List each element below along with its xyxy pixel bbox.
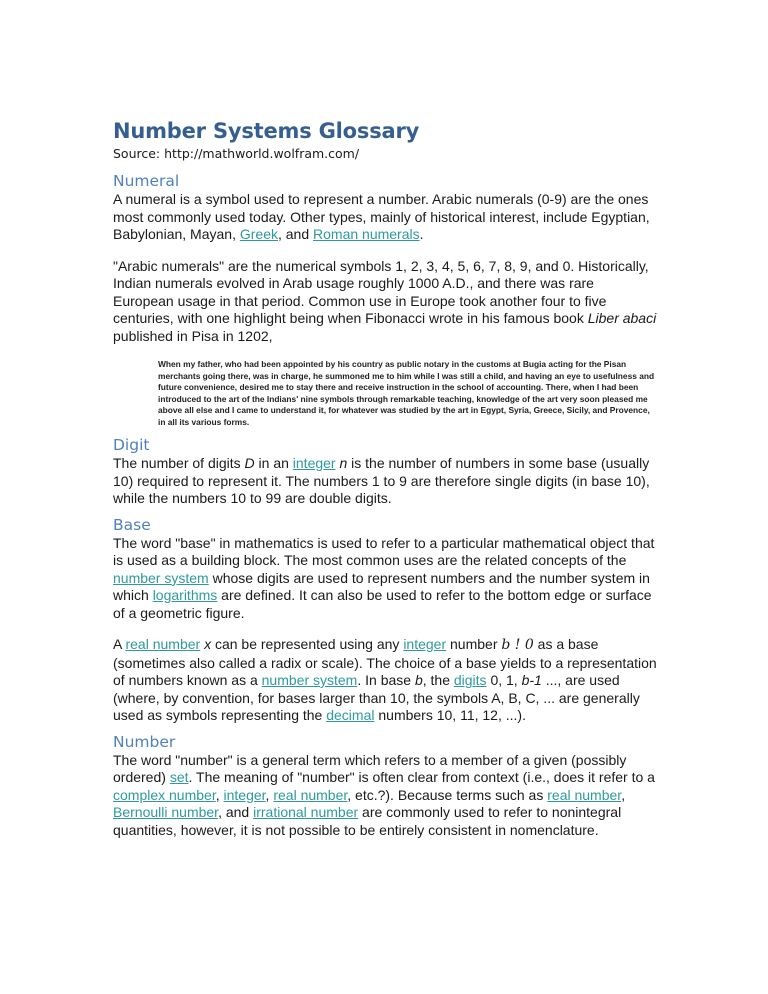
- book-title: Liber abaci: [587, 310, 657, 326]
- base-paragraph-2: [113, 636, 658, 725]
- section-digit: [113, 435, 658, 508]
- text: The word "number" is a general term which refers to a member of a given (possibly ordered): [113, 751, 627, 785]
- text: .: [419, 226, 424, 242]
- math-expression: b ! 0: [501, 637, 534, 653]
- heading-base: Base: [113, 515, 151, 534]
- text: ..., are used (where, by convention, for bases larger than 10, the symbols A, B, C, ... are generally used as symbols representing the: [113, 672, 640, 723]
- text: ,: [215, 786, 224, 803]
- text: , etc.?). Because terms such as: [347, 786, 548, 803]
- digit-paragraph: [113, 455, 658, 508]
- page-title: Number Systems Glossary: [113, 119, 420, 143]
- text: A numeral is a symbol used to represent a number. Arabic numerals (0-9) are the ones most commonly used today. Other types, mainly of historical interest, include Egyptian, Babylonian, Mayan,: [113, 191, 650, 242]
- link-number-system[interactable]: number system: [261, 672, 358, 688]
- text: , and: [218, 804, 254, 820]
- text: published in Pisa in 1202,: [113, 327, 273, 344]
- text: is the number of numbers in some base (usually 10) required to represent it. The numbers 1 to 9 are therefore single digits (in base 10), while the numbers 10 to 99 are double digits.: [113, 455, 650, 506]
- link-real-number[interactable]: real number: [125, 636, 201, 652]
- link-decimal[interactable]: decimal: [326, 707, 375, 723]
- text: . The meaning of "number" is often clear from context (i.e., does it refer to a: [188, 769, 655, 785]
- heading-number: Number: [113, 732, 176, 751]
- document-content: [113, 116, 658, 846]
- text: "Arabic numerals" are the numerical symbols 1, 2, 3, 4, 5, 6, 7, 8, 9, and 0. Historically, Indian numerals evolved in Arab usage roughly 1000 A.D., and there was rare European usage in that period. Common use in Europe took another four to five centuries, with one highlight being when Fibonacci wrote in his famous book: [113, 257, 649, 326]
- text: ,: [621, 786, 626, 803]
- text: , and: [277, 226, 314, 242]
- link-integer[interactable]: integer: [223, 786, 266, 803]
- link-irrational-number[interactable]: irrational number: [253, 804, 359, 820]
- fibonacci-quote: When my father, who had been appointed by his country as public notary in the customs at Bugia acting for the Pisan merchants going there, was in charge, he summoned me to him while I was still a child, and having an eye to usefulness and future convenience, desired me to stay there and receive instruction in the school of accounting. There, when I had been introduced to the art of the Indians' nine symbols through remarkable teaching, knowledge of the art very soon pleased me above all else and I came to understand it, for whatever was studied by the art in Egypt, Syria, Greece, Sicily, and Provence, in all its various forms.: [158, 359, 655, 427]
- variable-b: b: [414, 672, 423, 688]
- text: in an: [254, 455, 293, 471]
- text: whose digits are used to represent numbers and the number system in which: [113, 569, 650, 603]
- text: A: [113, 636, 126, 652]
- text: as a base (sometimes also called a radix or scale). The choice of a base yields to a representation of numbers known as a: [113, 636, 657, 688]
- link-bernoulli-number[interactable]: Bernoulli number: [113, 804, 219, 820]
- text: are commonly used to refer to nonintegral quantities, however, it is not possible to be entirely consistent in nomenclature.: [113, 804, 622, 838]
- base-paragraph-1: [113, 535, 658, 623]
- heading-digit: Digit: [113, 436, 150, 454]
- text: can be represented using any: [211, 636, 404, 652]
- text: numbers 10, 11, 12, ...).: [374, 707, 526, 723]
- link-roman-numerals[interactable]: Roman numerals: [313, 226, 420, 242]
- source-line: Source: http://mathworld.wolfram.com/: [113, 146, 360, 161]
- section-number: [113, 732, 658, 840]
- text: number: [446, 636, 502, 652]
- text: 0, 1,: [486, 672, 522, 688]
- number-paragraph: [113, 752, 658, 840]
- link-real-number[interactable]: real number: [547, 786, 622, 803]
- variable-b-minus-1: b-1: [521, 672, 542, 688]
- link-complex-number[interactable]: complex number: [113, 786, 216, 803]
- link-number-system[interactable]: number system: [113, 569, 209, 586]
- link-greek[interactable]: Greek: [239, 226, 278, 242]
- numeral-paragraph-1: [113, 191, 658, 244]
- link-set[interactable]: set: [169, 769, 189, 785]
- text: The word "base" in mathematics is used to refer to a particular mathematical object that is used as a building block. The most common uses are the related concepts of the: [113, 534, 655, 568]
- text: The number of digits: [113, 455, 245, 471]
- section-base: [113, 515, 658, 725]
- section-numeral: [113, 171, 658, 428]
- variable-d: D: [244, 455, 255, 471]
- text: ,: [265, 786, 274, 803]
- numeral-paragraph-2: [113, 258, 658, 346]
- heading-numeral: Numeral: [113, 172, 180, 190]
- link-logarithms[interactable]: logarithms: [152, 587, 218, 603]
- text: . In base: [357, 672, 415, 688]
- variable-n: n: [339, 455, 348, 471]
- link-integer[interactable]: integer: [292, 455, 336, 471]
- variable-x: x: [204, 636, 212, 652]
- link-digits[interactable]: digits: [453, 672, 487, 688]
- link-integer[interactable]: integer: [403, 636, 447, 652]
- text: are defined. It can also be used to refer to the bottom edge or surface of a geometric figure.: [113, 587, 652, 621]
- text: , the: [422, 672, 454, 688]
- link-real-number[interactable]: real number: [273, 786, 348, 803]
